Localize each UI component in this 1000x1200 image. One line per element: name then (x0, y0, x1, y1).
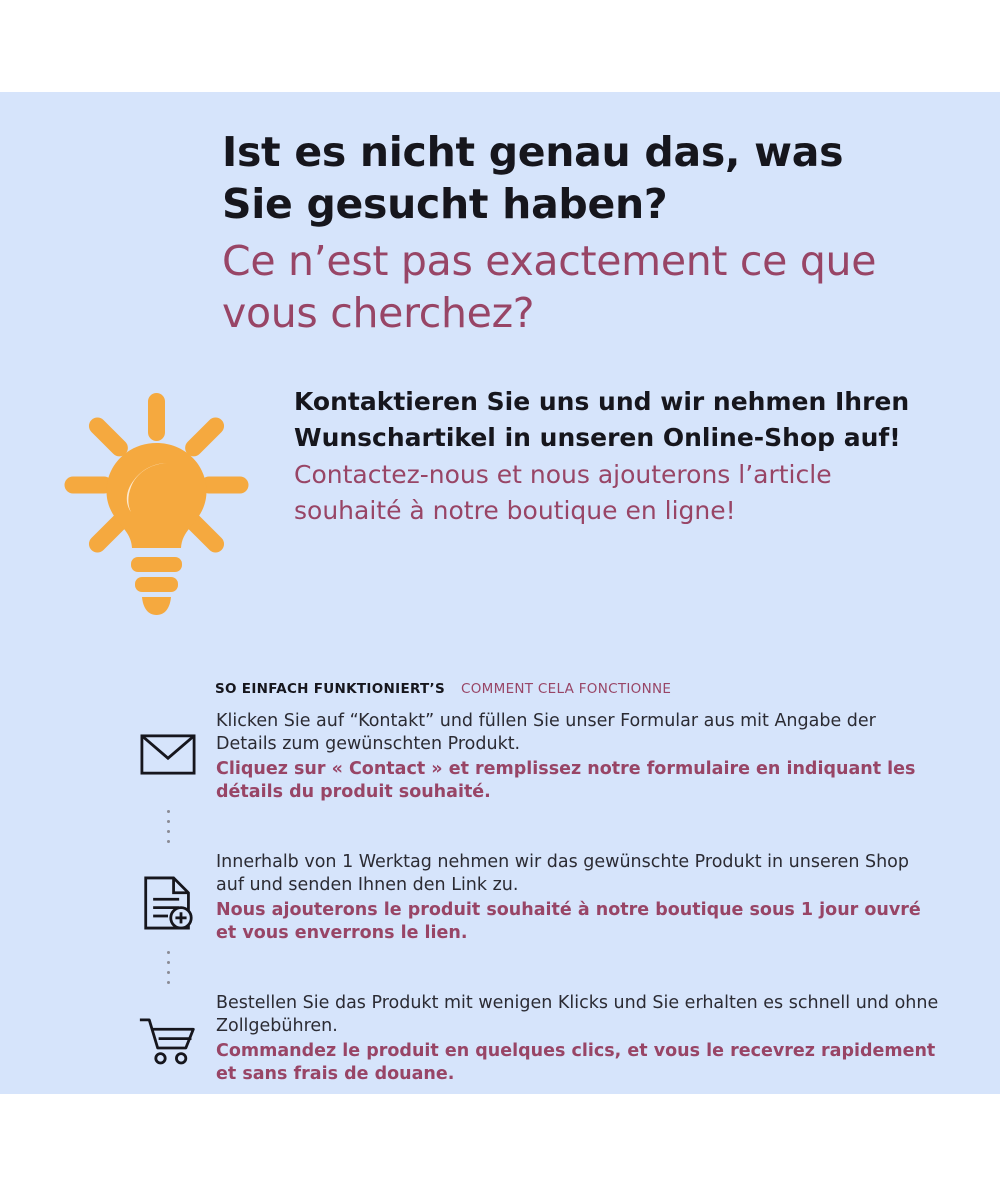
document-add-icon (120, 849, 216, 931)
step-german: Innerhalb von 1 Werktag nehmen wir das gewünschte Produkt in unseren Shop auf und senden Ihnen den Link zu. (216, 852, 909, 896)
envelope-icon (120, 708, 216, 775)
step-connector (120, 945, 940, 990)
steps-heading-german: SO EINFACH FUNKTIONIERT’S (215, 681, 446, 697)
subheadline-german: Kontaktieren Sie uns und wir nehmen Ihren Wunschartikel in unseren Online-Shop auf! (294, 387, 910, 452)
headline-german: Ist es nicht genau das, was Sie gesucht haben? (222, 128, 844, 229)
step-french: Nous ajouterons le produit souhaité à notre boutique sous 1 jour ouvré et vous enverrons le lien. (216, 899, 921, 943)
list-item (120, 708, 940, 804)
shopping-cart-icon (120, 990, 216, 1065)
headline-block (222, 126, 922, 340)
step-german: Klicken Sie auf “Kontakt” und füllen Sie unser Formular aus mit Angabe der Details zum gewünschten Produkt. (216, 711, 876, 755)
lightbulb-icon (38, 385, 273, 630)
steps-heading-french: COMMENT CELA FONCTIONNE (461, 681, 672, 697)
step-text (216, 990, 940, 1086)
list-item (120, 990, 940, 1086)
step-connector (120, 804, 940, 849)
step-text (216, 849, 940, 945)
steps-heading (215, 681, 671, 697)
headline-french: Ce n’est pas exactement ce que vous cherchez? (222, 236, 877, 338)
subheadline-french: Contactez-nous et nous ajouterons l’article souhaité à notre boutique en ligne! (294, 460, 832, 525)
dotted-line (120, 804, 216, 849)
step-text (216, 708, 940, 804)
step-french: Commandez le produit en quelques clics, et vous le recevrez rapidement et sans frais de douane. (216, 1040, 936, 1084)
subheadline-block (294, 384, 914, 528)
step-german: Bestellen Sie das Produkt mit wenigen Klicks und Sie erhalten es schnell und ohne Zollgebühren. (216, 993, 939, 1037)
list-item (120, 849, 940, 945)
steps-list (120, 708, 940, 1086)
dotted-line (120, 945, 216, 990)
step-french: Cliquez sur « Contact » et remplissez notre formulaire en indiquant les détails du produit souhaité. (216, 758, 916, 802)
